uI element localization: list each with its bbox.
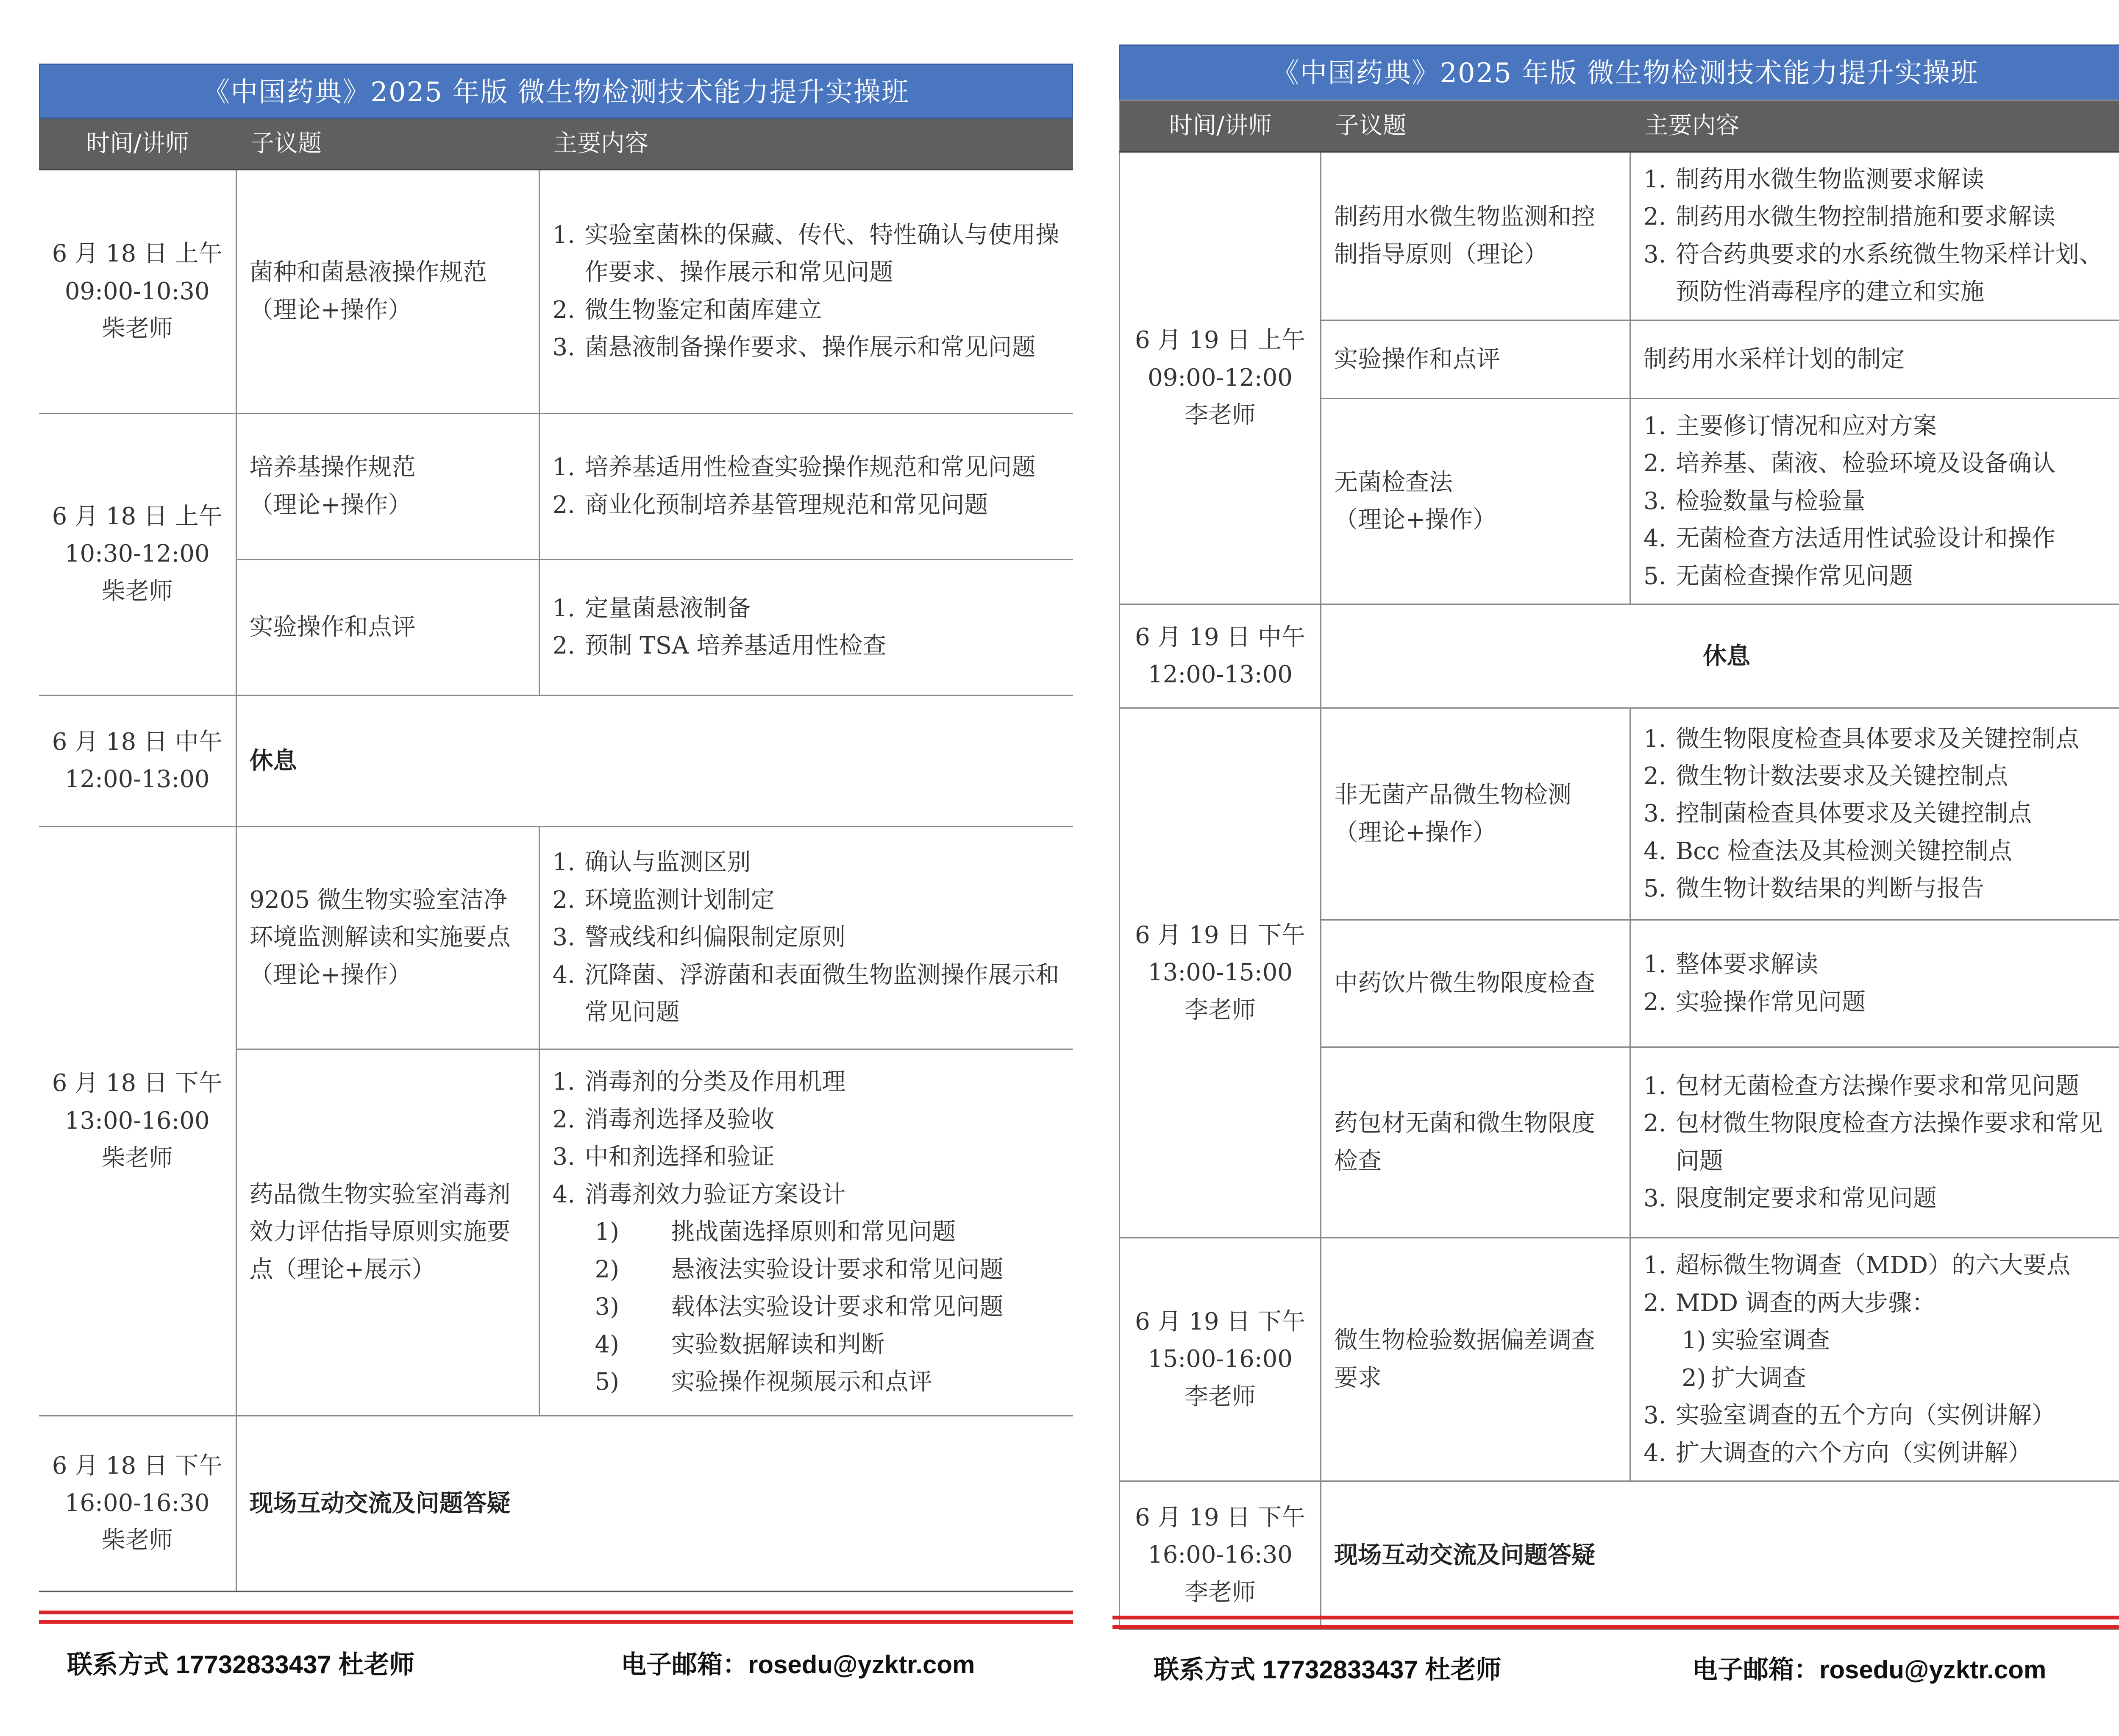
list-item: 4. Bcc 检查法及其检测关键控制点	[1643, 837, 2012, 865]
list-item: 2. MDD 调查的两大步骤：	[1643, 1289, 1935, 1317]
list-item: 2. 培养基、菌液、检验环境及设备确认	[1643, 450, 2055, 478]
topic-cell: 实验操作和点评	[1321, 320, 1630, 398]
list-item: 4) 实验数据解读和判断	[595, 1330, 885, 1358]
session-date: 6 月 18 日 上午	[52, 502, 222, 530]
header-topic: 子议题	[1321, 100, 1630, 152]
panel-title: 《中国药典》2025 年版 微生物检测技术能力提升实操班	[39, 64, 1073, 119]
list-item: 3. 检验数量与检验量	[1643, 487, 1866, 515]
session-date: 6 月 18 日 下午	[52, 1069, 222, 1097]
session-teacher: 柴老师	[101, 1527, 173, 1555]
content-cell	[539, 1049, 1073, 1416]
list-item: 4. 沉降菌、浮游菌和表面微生物监测操作展示和常见问题	[552, 961, 1060, 1027]
table-row	[39, 695, 1073, 826]
session-date: 6 月 19 日 上午	[1135, 326, 1306, 354]
topic-cell: 菌种和菌悬液操作规范（理论+操作）	[236, 170, 539, 413]
schedule-panel-day1	[39, 64, 1073, 1592]
list-item: 2. 微生物鉴定和菌库建立	[552, 296, 822, 324]
list-item: 1. 消毒剂的分类及作用机理	[552, 1068, 846, 1096]
session-teacher: 李老师	[1185, 996, 1256, 1024]
list-item: 3) 载体法实验设计要求和常见问题	[595, 1293, 1004, 1321]
content-cell	[1630, 152, 2119, 320]
session-time: 12:00-13:00	[1148, 661, 1293, 689]
list-item: 2. 微生物计数法要求及关键控制点	[1643, 762, 2008, 790]
content-list	[553, 1063, 1061, 1213]
content-list	[1643, 1247, 2119, 1322]
session-teacher: 柴老师	[101, 577, 173, 605]
table-row	[39, 413, 1073, 559]
content-list	[553, 590, 1061, 665]
content-list	[553, 217, 1061, 367]
content-list	[1643, 1068, 2119, 1218]
session-teacher: 李老师	[1185, 1383, 1256, 1410]
list-item: 3. 实验室调查的五个方向（实例讲解）	[1643, 1402, 2055, 1430]
session-date: 6 月 18 日 中午	[52, 728, 222, 756]
list-item: 2. 包材微生物限度检查方法操作要求和常见问题	[1643, 1110, 2103, 1175]
list-item: 1. 超标微生物调查（MDD）的六大要点	[1643, 1252, 2071, 1280]
list-item: 2) 扩大调查	[1682, 1364, 1806, 1392]
list-item: 2) 悬液法实验设计要求和常见问题	[595, 1255, 1004, 1283]
list-item: 1. 确认与监测区别	[552, 849, 751, 876]
content-cell	[1630, 708, 2119, 920]
session-date: 6 月 18 日 下午	[52, 1452, 222, 1480]
content-list	[553, 449, 1061, 524]
list-item: 3. 限度制定要求和常见问题	[1643, 1185, 1937, 1213]
content-sublist	[553, 1213, 1061, 1401]
contact-phone: 联系方式 17732833437 杜老师	[1154, 1655, 1502, 1684]
topic-cell: 培养基操作规范 （理论+操作）	[236, 413, 539, 559]
list-item: 1. 定量菌悬液制备	[552, 594, 751, 622]
session-time: 13:00-16:00	[64, 1107, 210, 1135]
divider-stripe	[39, 1611, 1073, 1614]
table-row	[39, 170, 1073, 413]
schedule-table	[1119, 100, 2119, 1630]
session-teacher: 柴老师	[101, 1144, 173, 1172]
content-cell	[539, 559, 1073, 695]
content-cell	[539, 826, 1073, 1049]
list-item: 2. 制药用水微生物控制措施和要求解读	[1643, 203, 2055, 231]
qa-label: 现场互动交流及问题答疑	[236, 1416, 1073, 1591]
content-list	[1643, 408, 2119, 595]
content-list	[1643, 1397, 2119, 1472]
table-row	[1120, 152, 2119, 320]
topic-cell: 实验操作和点评	[236, 559, 539, 695]
topic-cell: 中药饮片微生物限度检查	[1321, 920, 1630, 1047]
header-time: 时间/讲师	[39, 119, 236, 170]
session-time: 12:00-13:00	[64, 765, 210, 793]
list-item: 5. 微生物计数结果的判断与报告	[1643, 875, 1984, 903]
session-time: 13:00-15:00	[1148, 959, 1293, 987]
table-row	[1120, 604, 2119, 708]
list-item: 3. 控制菌检查具体要求及关键控制点	[1643, 800, 2032, 828]
topic-cell: 药品微生物实验室消毒剂效力评估指导原则实施要点（理论+展示）	[236, 1049, 539, 1416]
header-row	[1120, 100, 2119, 152]
content-cell	[1630, 1047, 2119, 1238]
topic-cell: 非无菌产品微生物检测（理论+操作）	[1321, 708, 1630, 920]
list-item: 1. 实验室菌株的保藏、传代、特性确认与使用操作要求、操作展示和常见问题	[552, 221, 1060, 287]
session-date: 6 月 19 日 下午	[1135, 921, 1306, 949]
divider-stripe	[39, 1620, 1073, 1624]
session-date: 6 月 19 日 下午	[1135, 1308, 1306, 1335]
session-date: 6 月 19 日 下午	[1135, 1503, 1306, 1531]
list-item: 1. 主要修订情况和应对方案	[1643, 412, 1937, 440]
header-row	[39, 119, 1073, 170]
list-item: 1. 整体要求解读	[1643, 951, 1818, 979]
list-item: 2. 预制 TSA 培养基适用性检查	[552, 632, 887, 659]
qa-label: 现场互动交流及问题答疑	[1321, 1481, 2119, 1630]
schedule-table	[39, 119, 1073, 1592]
session-date: 6 月 19 日 中午	[1135, 623, 1306, 651]
content-cell	[1630, 920, 2119, 1047]
header-topic: 子议题	[236, 119, 539, 170]
list-item: 1. 制药用水微生物监测要求解读	[1643, 166, 1984, 193]
list-item: 1) 挑战菌选择原则和常见问题	[595, 1218, 956, 1246]
content-list	[1643, 161, 2119, 311]
list-item: 2. 环境监测计划制定	[552, 886, 775, 914]
session-time: 09:00-12:00	[1148, 364, 1293, 392]
table-row	[1120, 1238, 2119, 1481]
header-content: 主要内容	[1630, 100, 2119, 152]
list-item: 5) 实验操作视频展示和点评	[595, 1368, 932, 1396]
session-time: 09:00-10:30	[64, 277, 210, 305]
list-item: 2. 商业化预制培养基管理规范和常见问题	[552, 491, 988, 519]
topic-cell: 9205 微生物实验室洁净环境监测解读和实施要点（理论+操作）	[236, 826, 539, 1049]
contact-email: 电子邮箱：rosedu@yzktr.com	[1692, 1655, 2047, 1684]
session-time-cell	[1120, 1481, 1321, 1630]
table-row	[1120, 1481, 2119, 1630]
list-item: 3. 菌悬液制备操作要求、操作展示和常见问题	[552, 334, 1036, 362]
content-list	[1643, 721, 2119, 908]
content-cell	[1630, 398, 2119, 604]
content-cell: 制药用水采样计划的制定	[1630, 320, 2119, 398]
session-time: 15:00-16:00	[1148, 1345, 1293, 1373]
break-label: 休息	[1321, 604, 2119, 708]
session-time-cell	[39, 826, 236, 1416]
divider-stripe	[1112, 1625, 2119, 1629]
session-time: 10:30-12:00	[64, 540, 210, 568]
session-time-cell	[39, 413, 236, 695]
session-time-cell	[39, 695, 236, 826]
contact-phone: 联系方式 17732833437 杜老师	[67, 1650, 415, 1679]
session-date: 6 月 18 日 上午	[52, 240, 222, 268]
list-item: 3. 警戒线和纠偏限制定原则	[552, 924, 846, 951]
content-list	[553, 844, 1061, 1031]
list-item: 1. 微生物限度检查具体要求及关键控制点	[1643, 725, 2079, 753]
contact-email: 电子邮箱：rosedu@yzktr.com	[621, 1650, 975, 1679]
table-row	[39, 1416, 1073, 1591]
content-cell	[1630, 1238, 2119, 1481]
session-time: 16:00-16:30	[1148, 1541, 1293, 1569]
session-time-cell	[39, 170, 236, 413]
list-item: 5. 无菌检查操作常见问题	[1643, 562, 1913, 590]
list-item: 2. 消毒剂选择及验收	[552, 1105, 775, 1133]
content-cell	[539, 170, 1073, 413]
session-time-cell	[1120, 1238, 1321, 1481]
content-list	[1643, 946, 2119, 1021]
divider-stripe	[1112, 1616, 2119, 1619]
panel-title: 《中国药典》2025 年版 微生物检测技术能力提升实操班	[1119, 45, 2119, 100]
session-time-cell	[1120, 604, 1321, 708]
list-item: 2. 实验操作常见问题	[1643, 988, 1866, 1016]
session-teacher: 柴老师	[101, 314, 173, 342]
header-content: 主要内容	[539, 119, 1073, 170]
content-cell	[539, 413, 1073, 559]
list-item: 1. 包材无菌检查方法操作要求和常见问题	[1643, 1072, 2079, 1100]
topic-cell: 制药用水微生物监测和控制指导原则（理论）	[1321, 152, 1630, 320]
break-label: 休息	[236, 695, 1073, 826]
session-time-cell	[39, 1416, 236, 1591]
header-time: 时间/讲师	[1120, 100, 1321, 152]
schedule-panel-day2	[1119, 45, 2119, 1630]
list-item: 1) 实验室调查	[1682, 1327, 1830, 1355]
list-item: 3. 中和剂选择和验证	[552, 1143, 775, 1171]
topic-cell: 药包材无菌和微生物限度检查	[1321, 1047, 1630, 1238]
table-row	[1120, 708, 2119, 920]
session-teacher: 李老师	[1185, 401, 1256, 429]
list-item: 4. 消毒剂效力验证方案设计	[552, 1180, 846, 1208]
session-time: 16:00-16:30	[64, 1489, 210, 1517]
list-item: 4. 无菌检查方法适用性试验设计和操作	[1643, 525, 2055, 553]
list-item: 4. 扩大调查的六个方向（实例讲解）	[1643, 1439, 2032, 1467]
table-row	[39, 826, 1073, 1049]
list-item: 3. 符合药典要求的水系统微生物采样计划、预防性消毒程序的建立和实施	[1643, 240, 2103, 306]
content-sublist	[1643, 1322, 2119, 1397]
list-item: 1. 培养基适用性检查实验操作规范和常见问题	[552, 453, 1036, 481]
session-time-cell	[1120, 708, 1321, 1238]
session-time-cell	[1120, 152, 1321, 604]
topic-cell: 无菌检查法 （理论+操作）	[1321, 398, 1630, 604]
topic-cell: 微生物检验数据偏差调查要求	[1321, 1238, 1630, 1481]
session-teacher: 李老师	[1185, 1578, 1256, 1606]
